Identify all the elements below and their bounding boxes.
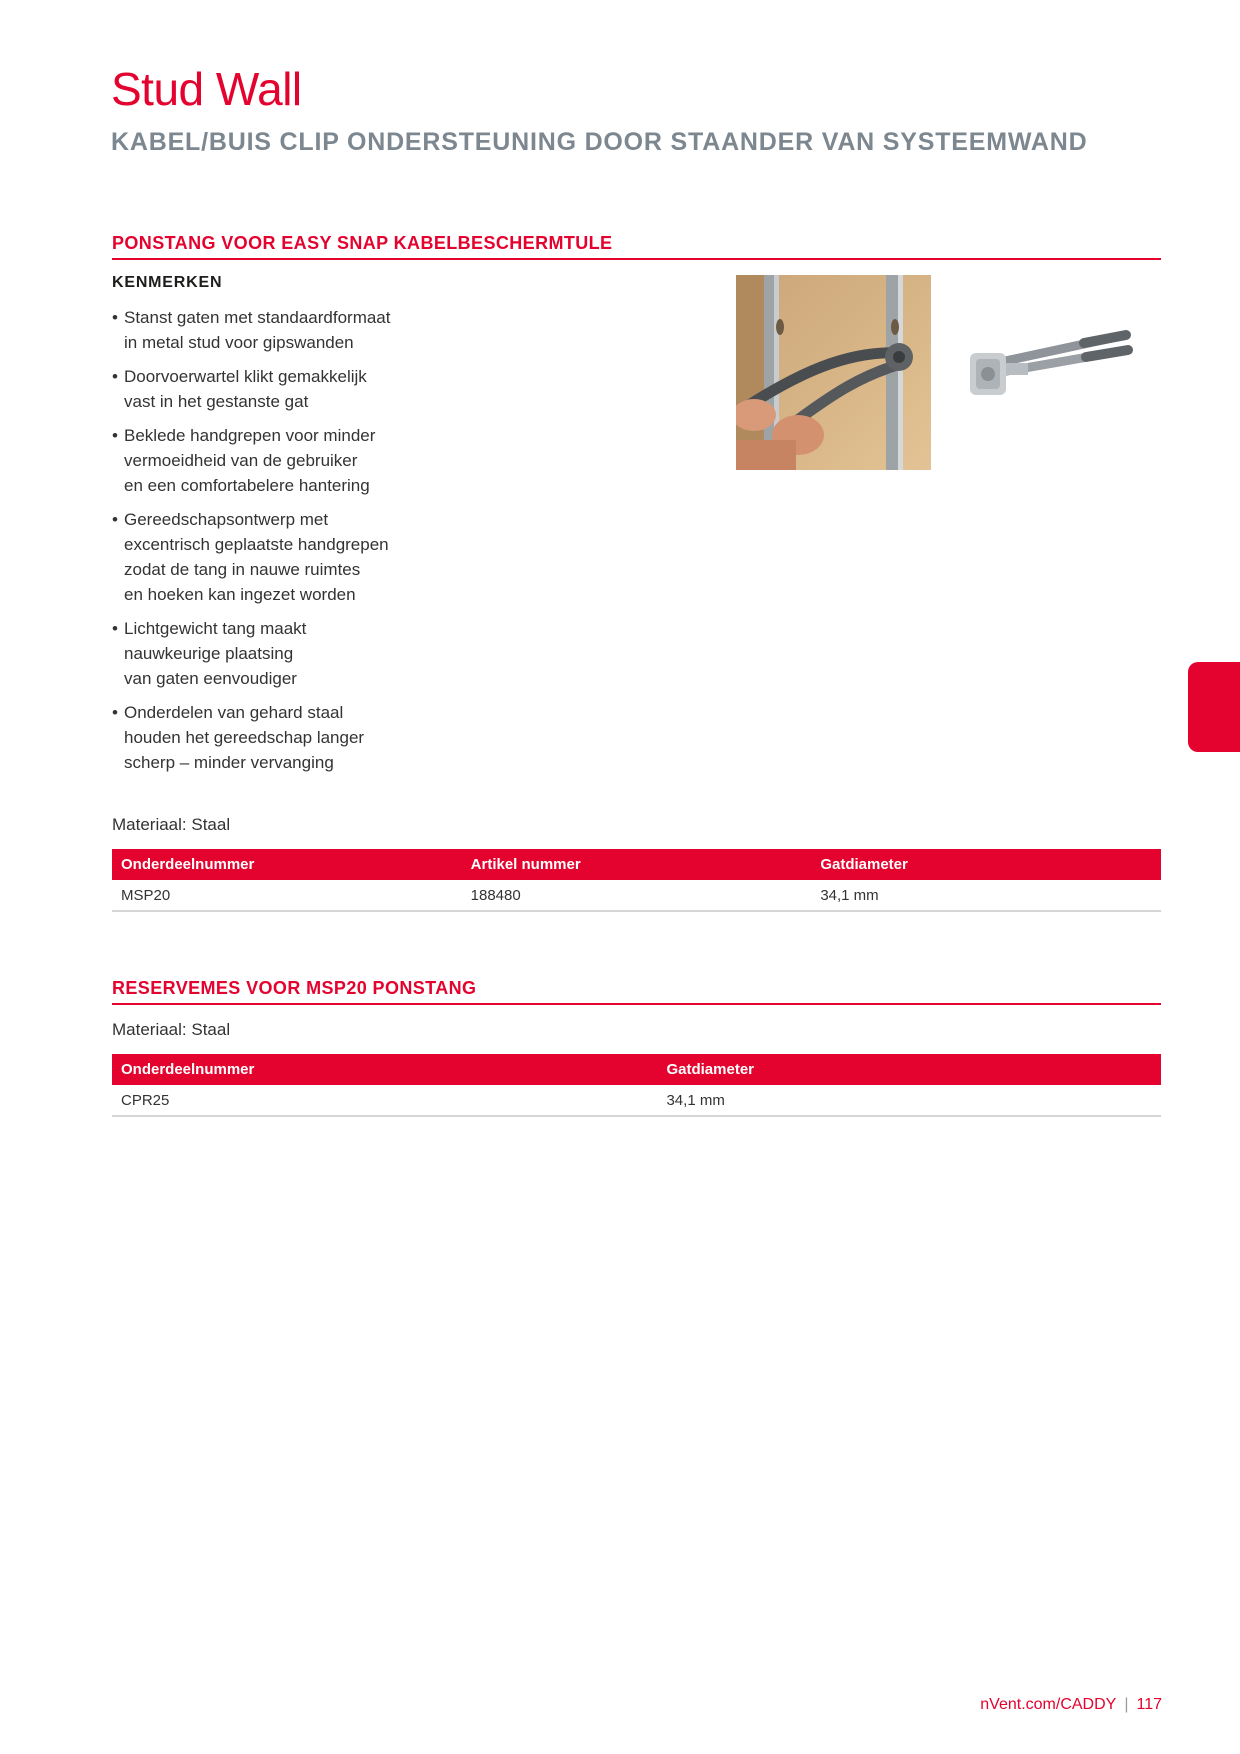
table-row [112, 1085, 1161, 1116]
footer [980, 1697, 1162, 1713]
table-row [112, 880, 1161, 911]
table-cell: CPR25 [112, 1085, 657, 1116]
table-cell: 34,1 mm [811, 880, 1161, 911]
footer-separator: | [1124, 1696, 1129, 1713]
footer-url-link[interactable]: nVent.com/CADDY [980, 1696, 1117, 1713]
feature-item: • Beklede handgrepen voor minder vermoeidheid van de gebruiker en een comfortabelere hantering [112, 423, 472, 498]
feature-item: • Lichtgewicht tang maakt nauwkeurige plaatsing van gaten eenvoudiger [112, 616, 472, 691]
chapter-tab [1188, 662, 1240, 752]
column-header: Gatdiameter [657, 1054, 1161, 1085]
page-subtitle: KABEL/BUIS CLIP ONDERSTEUNING DOOR STAANDER VAN SYSTEEMWAND [111, 128, 1088, 156]
feature-item: • Doorvoerwartel klikt gemakkelijk vast in het gestanste gat [112, 364, 472, 414]
page-title: Stud Wall [111, 63, 302, 115]
feature-item: • Onderdelen van gehard staal houden het gereedschap langer scherp – minder vervanging [112, 700, 472, 775]
feature-item: • Gereedschapsontwerp met excentrisch geplaatste handgrepen zodat de tang in nauwe ruimtes en hoeken kan ingezet worden [112, 507, 472, 607]
punch-tool-product-photo [966, 325, 1136, 410]
page-number: 117 [1136, 1696, 1162, 1713]
section-heading-spare-blade: RESERVEMES VOOR MSP20 PONSTANG [112, 979, 1161, 1005]
table-cell: 188480 [462, 880, 812, 911]
table-cell: MSP20 [112, 880, 462, 911]
material-note: Materiaal: Staal [112, 1020, 231, 1039]
feature-item: • Stanst gaten met standaardformaat in metal stud voor gipswanden [112, 305, 472, 355]
feature-list [112, 305, 472, 784]
column-header: Onderdeelnummer [112, 1054, 657, 1085]
table-header-row [112, 1054, 1161, 1085]
section-heading-punch-tool: PONSTANG VOOR EASY SNAP KABELBESCHERMTULE [112, 234, 1161, 260]
column-header: Onderdeelnummer [112, 849, 462, 880]
spare-part-table [112, 1054, 1161, 1117]
table-header-row [112, 849, 1161, 880]
product-table [112, 849, 1161, 912]
column-header: Gatdiameter [811, 849, 1161, 880]
table-cell: 34,1 mm [657, 1085, 1161, 1116]
column-header: Artikel nummer [462, 849, 812, 880]
material-note: Materiaal: Staal [112, 815, 231, 834]
features-heading: KENMERKEN [112, 274, 223, 291]
punch-tool-in-use-photo [736, 275, 931, 470]
